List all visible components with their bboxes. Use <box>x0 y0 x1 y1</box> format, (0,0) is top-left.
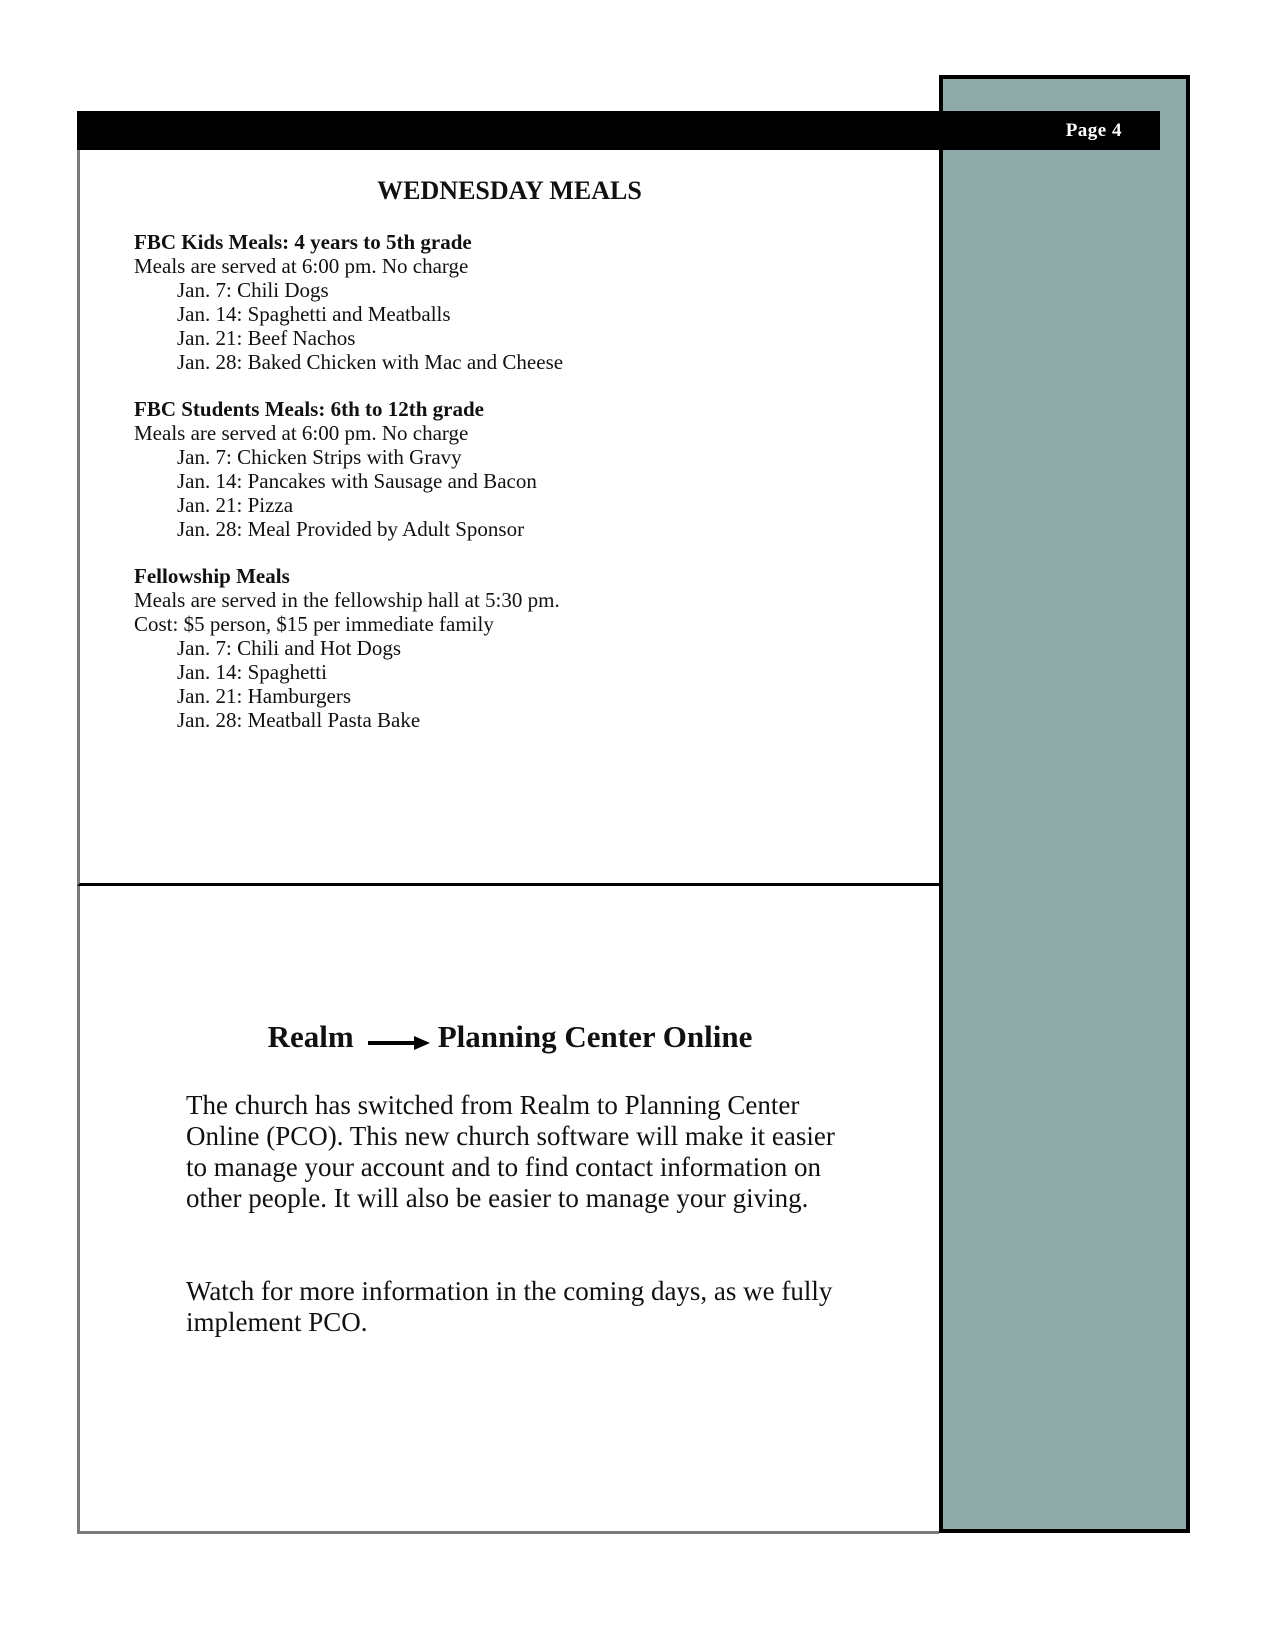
pco-paragraph: Watch for more information in the coming days, as we fully implement PCO. <box>186 1276 833 1337</box>
meal-item: Jan. 14: Spaghetti and Meatballs <box>177 302 451 326</box>
meal-group-info: Meals are served at 6:00 pm. No charge <box>134 421 469 445</box>
fellowship-meals-group <box>134 564 560 732</box>
meal-item: Jan. 28: Meal Provided by Adult Sponsor <box>177 517 525 541</box>
meal-item: Jan. 7: Chicken Strips with Gravy <box>177 445 462 469</box>
meal-item: Jan. 21: Beef Nachos <box>177 326 356 350</box>
pco-paragraph: The church has switched from Realm to Planning Center Online (PCO). This new church software will make it easier to manage your account and to find contact information on other people. It will also be easier to manage your giving. <box>186 1090 835 1213</box>
sidebar-panel <box>939 75 1190 1533</box>
meal-group-heading: FBC Kids Meals: 4 years to 5th grade <box>134 230 472 254</box>
meal-group-info: Meals are served in the fellowship hall at 5:30 pm. <box>134 588 560 612</box>
meal-item: Jan. 21: Pizza <box>177 493 294 517</box>
pco-title-to: Planning Center Online <box>437 1019 753 1054</box>
meal-group-heading: Fellowship Meals <box>134 564 290 588</box>
meal-item: Jan. 7: Chili Dogs <box>177 278 329 302</box>
students-meals-group <box>134 397 537 541</box>
pco-title-from: Realm <box>267 1019 354 1054</box>
right-arrow-icon <box>368 1022 430 1058</box>
meal-item: Jan. 7: Chili and Hot Dogs <box>177 636 401 660</box>
meal-item: Jan. 28: Meatball Pasta Bake <box>177 708 421 732</box>
meal-item: Jan. 21: Hamburgers <box>177 684 351 708</box>
pco-section <box>77 886 939 1534</box>
wednesday-meals-section <box>77 150 939 886</box>
meal-item: Jan. 28: Baked Chicken with Mac and Cheese <box>177 350 564 374</box>
kids-meals-group <box>134 230 563 374</box>
meal-item: Jan. 14: Spaghetti <box>177 660 327 684</box>
header-bar <box>77 111 1160 150</box>
meal-group-info: Meals are served at 6:00 pm. No charge <box>134 254 469 278</box>
page-number: Page 4 <box>1065 120 1122 141</box>
meal-group-info: Cost: $5 person, $15 per immediate family <box>134 612 494 636</box>
pco-title <box>80 1019 940 1058</box>
section-title: WEDNESDAY MEALS <box>377 176 642 205</box>
meal-group-heading: FBC Students Meals: 6th to 12th grade <box>134 397 484 421</box>
meal-item: Jan. 14: Pancakes with Sausage and Bacon <box>177 469 537 493</box>
